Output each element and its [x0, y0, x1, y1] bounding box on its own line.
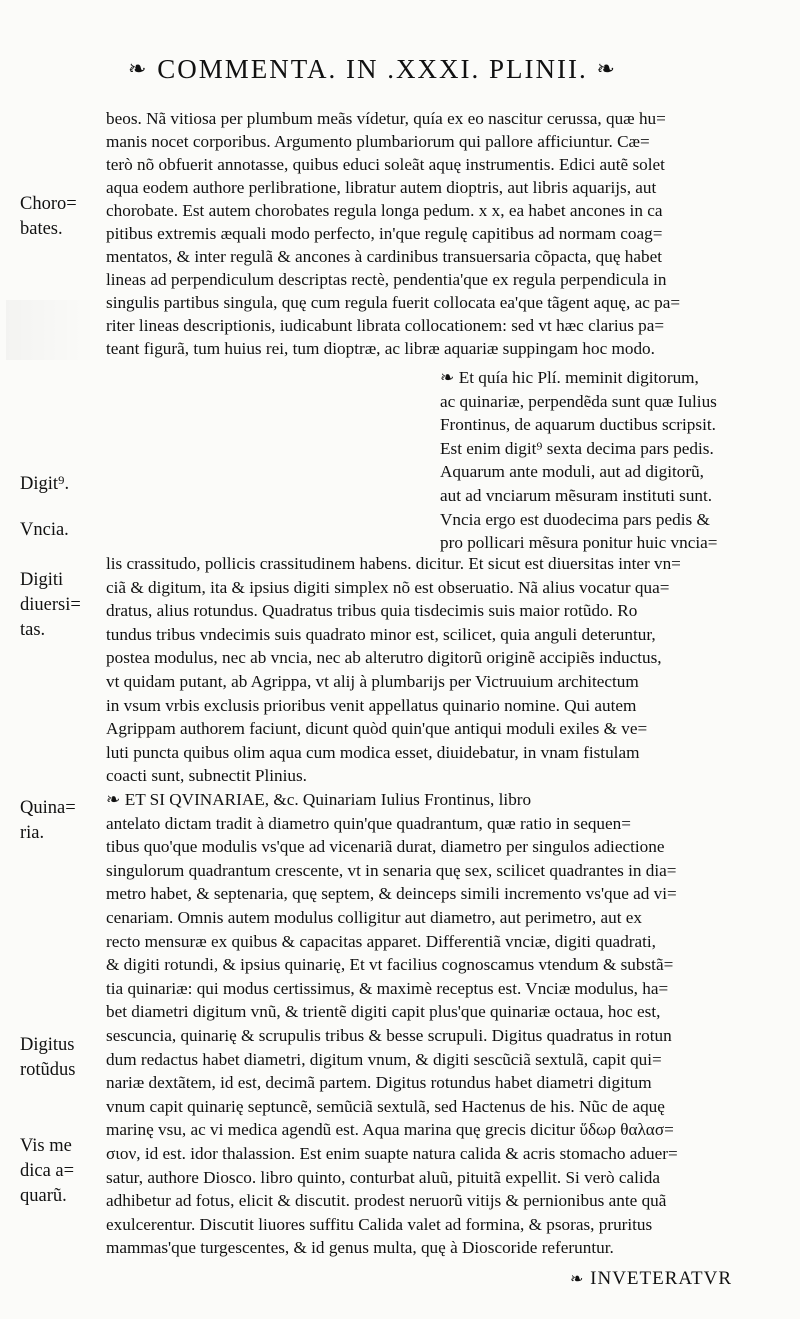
leaf-ornament-icon: ❧	[570, 1271, 585, 1288]
text-line: Frontinus, de aquarum ductibus scripsit.	[440, 415, 716, 435]
text-line: pitibus extremis æquali modo perfecto, in'que regulę capitibus ad normam coag=	[106, 224, 663, 243]
page-title: COMMENTA. IN .XXXI. PLINII.	[157, 54, 588, 84]
text-line: dratus, alius rotundus. Quadratus tribus quia tisdecimis suis maior rotũdo. Ro	[106, 601, 638, 621]
text-line: pro pollicari mẽsura ponitur huic vncia=	[440, 533, 718, 553]
text-line: adhibetur ad fotus, elicit & discutit. prodest neruorũ vitijs & pernionibus ante quã	[106, 1191, 667, 1211]
text-line: ac quinariæ, perpendẽda sunt quæ Iulius	[440, 391, 717, 411]
text-line: satur, authore Diosco. libro quinto, conturbat aluũ, pituitã expellit. Si verò calida	[106, 1167, 660, 1187]
text-line: tundus tribus vndecimis suis quadrato minor est, scilicet, quia anguli deteruntur,	[106, 624, 656, 644]
margin-note: Digiti diuersi= tas.	[20, 570, 81, 640]
text-line: riter lineas descriptionis, iudicabunt librata collocationem: sed vt hæc clarius pa=	[106, 316, 665, 335]
text-line: beos. Nã vitiosa per plumbum meãs vídetur, quía ex eo nascitur cerussa, quæ hu=	[106, 109, 666, 128]
text-line: mentatos, & inter regulã & ancones à cardinibus transuersaria cõpacta, quę habet	[106, 247, 662, 266]
text-line: lis crassitudo, pollicis crassitudinem habens. dicitur. Et sicut est diuersitas inter vn=	[106, 554, 681, 573]
margin-note: Choro= bates.	[20, 194, 77, 239]
text-line: mammas'que turgescentes, & id genus multa, quę à Dioscoride referuntur.	[106, 1238, 614, 1258]
text-line: aqua eodem authore perlibratione, libratur autem dioptris, aut libris aquarijs, aut	[106, 178, 657, 197]
catchword: INVETERATVR	[590, 1268, 733, 1289]
text-line: σιον, id est. idor thalassion. Est enim suapte natura calida & acris stomacho aduer=	[106, 1144, 678, 1163]
text-line: ❧ Et quía hic Plí. meminit digitorum,	[440, 368, 699, 387]
text-line: Aquarum ante moduli, aut ad digitorũ,	[440, 462, 704, 482]
text-line: antelato dictam tradit à diametro quin'que quadrantum, quæ ratio in sequen=	[106, 813, 631, 833]
text-line: exulcerentur. Discutit liuores suffitu Calida valet ad formina, & psoras, pruritus	[106, 1214, 653, 1234]
text-line: tia quinariæ: qui modus certissimus, & maximè receptus est. Vnciæ modulus, ha=	[106, 978, 669, 998]
text-line: manis nocet corporibus. Argumento plumbariorum qui pallore afficiuntur. Cæ=	[106, 132, 650, 151]
margin-note: Digit⁹.	[20, 474, 70, 494]
text-line: cenariam. Omnis autem modulus colligitur aut diametro, aut perimetro, aut ex	[106, 908, 643, 927]
text-line: dum redactus habet diametri, digitum vnum, & digiti sescũciã sextulã, capit qui=	[106, 1049, 662, 1069]
text-line: bet diametri digitum vnũ, & trientẽ digiti capit plus'que quinariæ octaua, hoc est,	[106, 1002, 661, 1022]
text-line: & digiti rotundi, & ipsius quinarię, Et vt facilius cognoscamus vtendum & substã=	[106, 955, 674, 975]
show-through-shading	[6, 300, 96, 360]
text-line: nariæ dextãtem, id est, decimã partem. Digitus rotundus habet diametri digitum	[106, 1073, 652, 1093]
text-line: chorobate. Est autem chorobates regula longa pedum. x x, ea habet ancones in ca	[106, 201, 663, 220]
text-line: Est enim digit⁹ sexta decima pars pedis.	[440, 438, 714, 458]
text-line: recto mensuræ ex quibus & capacitas apparet. Differentiã vnciæ, digiti quadrati,	[106, 931, 656, 951]
leaf-ornament-icon: ❧	[596, 56, 617, 81]
text-line: ciã & digitum, ita & ipsius digiti simplex nõ est obseruatio. Nã alius vocatur qua=	[106, 577, 670, 597]
text-line: teant figurã, tum huius rei, tum dioptræ, ac libræ aquariæ suppingam hoc modo.	[106, 339, 655, 358]
text-line: singulis partibus singula, quę cum regula fuerit collocata ea'que tãgent aquę, ac pa=	[106, 293, 681, 312]
margin-note: Vncia.	[20, 520, 69, 540]
text-line: marinę vsu, ac vi medica agendũ est. Aqua marina quę grecis dicitur ὕδωρ θαλασ=	[106, 1120, 674, 1140]
margin-note: Quina= ria.	[20, 798, 76, 843]
text-line: metro habet, & septenaria, quę septem, & deinceps simili incremento vs'que ad vi=	[106, 884, 677, 904]
text-line: vt quidam putant, ab Agrippa, vt alij à plumbarijs per Victruuium architectum	[106, 672, 639, 691]
leaf-ornament-icon: ❧	[128, 56, 149, 81]
text-line: sescuncia, quinarię & scrupulis tribus & besse scrupuli. Digitus quadratus in rotun	[106, 1026, 672, 1045]
running-header	[128, 54, 748, 88]
text-line: terò nõ obfuerit annotasse, quibus educi soleãt aquę instrumentis. Edici autẽ solet	[106, 155, 665, 174]
margin-note: Vis me dica a= quarũ.	[20, 1136, 75, 1206]
text-line: in vsum vrbis exclusis prioribus venit appellatus quinario nomine. Qui autem	[106, 695, 637, 715]
text-line: postea modulus, nec ab vncia, nec ab alterutro digitorũ originẽ accipiẽs inductus,	[106, 648, 662, 668]
text-line: lineas ad perpendiculum descriptas rectè, pendentia'que ex regula perpendicula in	[106, 270, 667, 289]
margin-note: Digitus rotũdus	[20, 1035, 76, 1080]
text-line: ❧ ET SI QVINARIAE, &c. Quinariam Iulius Frontinus, libro	[106, 790, 532, 809]
text-line: aut ad vnciarum mẽsuram instituti sunt.	[440, 486, 713, 505]
text-line: tibus quo'que modulis vs'que ad vicenariã durat, diametro per singulos adiectione	[106, 837, 665, 857]
text-line: singulorum quadrantum crescente, vt in senaria quę sex, scilicet quadrantes in dia=	[106, 860, 677, 880]
text-line: vnum capit quinarię septuncẽ, semũciã sextulã, sed Hactenus de his. Nũc de aquę	[106, 1096, 665, 1116]
catchword-footer	[570, 1268, 732, 1290]
text-line: coacti sunt, subnectit Plinius.	[106, 766, 307, 786]
text-line: luti puncta quibus olim aqua cum modica esset, diuidebatur, in vnam fistulam	[106, 742, 640, 762]
text-line: Agrippam authorem faciunt, dicunt quòd quin'que antiqui moduli exiles & ve=	[106, 719, 648, 739]
text-line: Vncia ergo est duodecima pars pedis &	[440, 509, 710, 529]
